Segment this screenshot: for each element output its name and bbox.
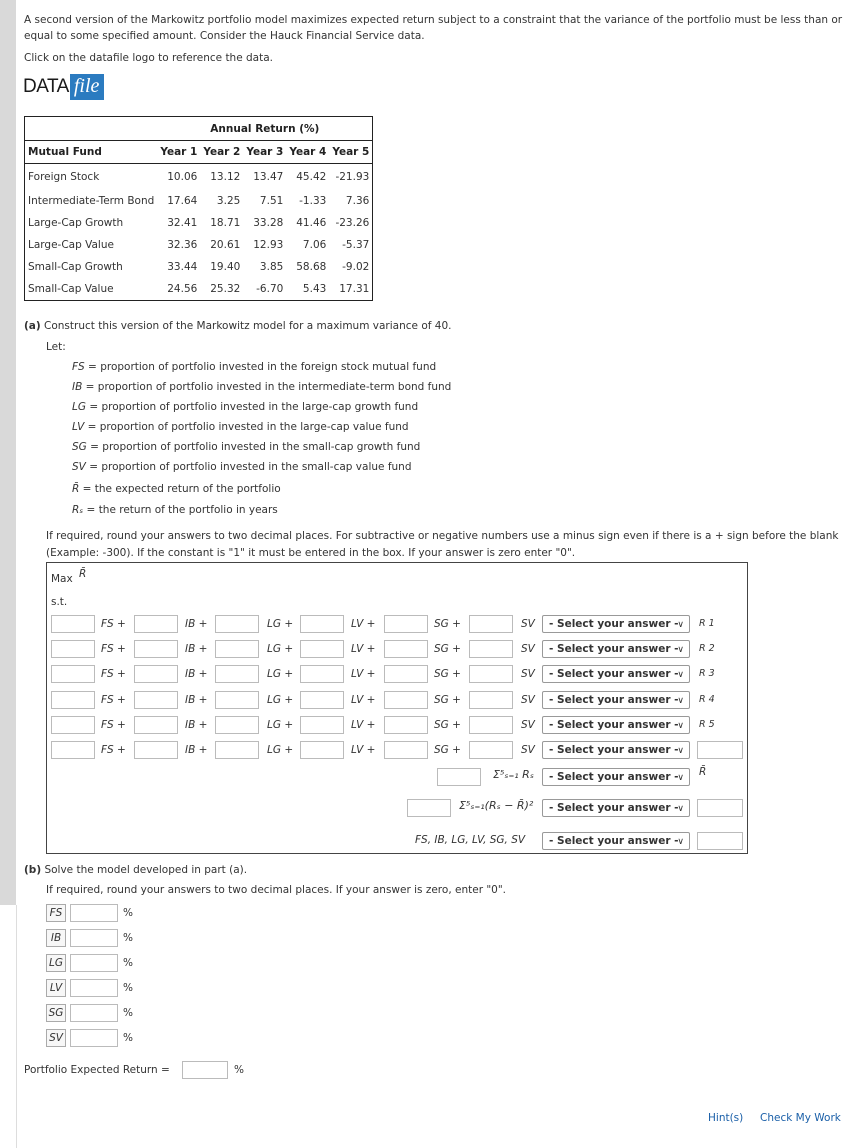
lv-term-label: LV +	[351, 744, 376, 756]
return-value: 32.36	[167, 238, 198, 251]
return-value: 41.46	[296, 216, 327, 229]
solution-lg-input[interactable]	[70, 954, 118, 972]
fs-term-label: FS +	[101, 643, 126, 656]
part-b-prefix: (b)	[24, 864, 42, 876]
lg-term-label: LG +	[267, 693, 294, 706]
ib-term-label: IB +	[185, 618, 208, 630]
part-a-text: Construct this version of the Markowitz model for a maximum variance of 40.	[40, 320, 452, 332]
definition-item	[72, 441, 420, 453]
per-label: Portfolio Expected Return =	[24, 1064, 170, 1076]
select-text: - Select your answer -	[549, 643, 679, 656]
percent-unit: %	[123, 1032, 133, 1044]
col-year: Year 5	[329, 141, 373, 164]
ib-coef-input[interactable]	[134, 691, 178, 709]
part-a-question	[24, 320, 451, 332]
chevron-down-icon: ∨	[677, 837, 684, 847]
percent-unit: %	[123, 982, 133, 994]
fund-name: Small-Cap Growth	[28, 260, 123, 273]
return-value: 58.68	[296, 260, 327, 273]
fund-name: Large-Cap Value	[28, 238, 114, 251]
intro-text: A second version of the Markowitz portfolio model maximizes expected return subject to a constraint that the variance of the portfolio must be less than or equal to some specified amount. Consider the Hauck Financial Service data.	[24, 14, 843, 42]
return-value: 17.64	[167, 194, 198, 207]
fs-term-label: FS +	[101, 668, 126, 681]
definition-text: = proportion of portfolio invested in the small-cap growth fund	[86, 441, 421, 453]
sum-rs-tag: R̄	[699, 766, 707, 778]
row-rhs-tag: R 2	[699, 643, 715, 655]
lv-coef-input[interactable]	[300, 741, 344, 759]
variance-label: Σ⁵ₛ₌₁(Rₛ − R̄)²	[459, 799, 534, 812]
sg-coef-input[interactable]	[384, 716, 428, 734]
nonneg-vars: FS, IB, LG, LV, SG, SV	[415, 834, 526, 846]
definition-symbol: IB	[72, 381, 83, 393]
variance-rhs-input[interactable]	[697, 799, 743, 817]
fund-name: Intermediate-Term Bond	[28, 194, 155, 207]
chevron-down-icon: ∨	[677, 746, 684, 756]
chevron-down-icon: ∨	[677, 804, 684, 814]
select-text: - Select your answer -	[549, 718, 679, 731]
col-year: Year 4	[286, 141, 329, 164]
definition-symbol: LV	[72, 421, 85, 433]
row-rhs-input[interactable]	[697, 741, 743, 759]
sv-term-label: SV	[521, 643, 535, 656]
return-value: 45.42	[296, 170, 327, 183]
select-text: - Select your answer -	[549, 693, 679, 706]
lv-term-label: LV +	[351, 668, 376, 681]
percent-unit: %	[123, 907, 133, 919]
definition-symbol: R̄	[72, 483, 80, 495]
fs-coef-input[interactable]	[51, 741, 95, 759]
lv-term-label: LV +	[351, 618, 376, 630]
part-a-prefix: (a)	[24, 320, 41, 332]
solution-ib-input[interactable]	[70, 929, 118, 947]
let-label: Let:	[46, 341, 66, 353]
sv-coef-input[interactable]	[469, 716, 513, 734]
ib-term-label: IB +	[185, 643, 208, 656]
table-row	[25, 278, 373, 301]
lv-term-label: LV +	[351, 693, 376, 706]
chevron-down-icon: ∨	[677, 695, 684, 706]
return-value: 7.06	[302, 238, 327, 251]
select-text: - Select your answer -	[549, 668, 679, 681]
constraint-select[interactable]	[542, 615, 690, 633]
sg-term-label: SG +	[434, 643, 461, 656]
sv-coef-input[interactable]	[469, 615, 513, 633]
lg-coef-input[interactable]	[215, 615, 259, 633]
fund-name: Large-Cap Growth	[28, 216, 124, 229]
chevron-down-icon: ∨	[677, 620, 684, 630]
sv-term-label: SV	[521, 693, 535, 706]
select-text: - Select your answer -	[549, 802, 679, 814]
definition-text: = proportion of portfolio invested in the large-cap value fund	[84, 421, 409, 433]
constraint-select[interactable]	[542, 716, 690, 734]
chevron-down-icon: ∨	[677, 645, 684, 656]
ib-coef-input[interactable]	[134, 615, 178, 633]
return-value: 19.40	[210, 260, 241, 273]
return-value: 17.31	[339, 282, 370, 295]
st-label: s.t.	[51, 596, 68, 608]
lv-coef-input[interactable]	[300, 640, 344, 658]
solution-var-label: IB	[46, 929, 66, 947]
definition-item	[72, 483, 281, 495]
definition-text: = the expected return of the portfolio	[79, 483, 281, 495]
sg-term-label: SG +	[434, 693, 461, 706]
ib-term-label: IB +	[185, 718, 208, 731]
constraint-select[interactable]	[542, 665, 690, 683]
return-value: 24.56	[167, 282, 198, 295]
part-b-instructions: If required, round your answers to two decimal places. If your answer is zero, enter "0".	[46, 884, 507, 896]
solution-inputs	[46, 904, 140, 1052]
definition-symbol: SV	[72, 461, 86, 473]
ib-term-label: IB +	[185, 744, 208, 756]
lv-coef-input[interactable]	[300, 665, 344, 683]
variance-coef-input[interactable]	[407, 799, 451, 817]
table-row	[25, 212, 373, 234]
solution-var-label: SV	[46, 1029, 66, 1047]
return-value: 7.51	[259, 194, 284, 207]
left-gutter	[0, 0, 16, 905]
ib-term-label: IB +	[185, 693, 208, 706]
return-value: 32.41	[167, 216, 198, 229]
return-value: 13.47	[253, 170, 284, 183]
sg-term-label: SG +	[434, 618, 461, 630]
lv-coef-input[interactable]	[300, 615, 344, 633]
col-year: Year 3	[243, 141, 286, 164]
return-value: 33.44	[167, 260, 198, 273]
nonneg-select[interactable]	[542, 832, 690, 850]
definition-text: = the return of the portfolio in years	[83, 504, 278, 516]
expected-return-input[interactable]	[182, 1061, 228, 1079]
row-rhs-tag: R 3	[699, 668, 715, 680]
lg-term-label: LG +	[267, 668, 294, 681]
return-value: -6.70	[256, 282, 284, 295]
sg-coef-input[interactable]	[384, 741, 428, 759]
sv-term-label: SV	[521, 744, 535, 756]
sg-coef-input[interactable]	[384, 615, 428, 633]
row-rhs-tag: R 5	[699, 718, 715, 730]
ib-coef-input[interactable]	[134, 665, 178, 683]
lv-coef-input[interactable]	[300, 691, 344, 709]
select-text: - Select your answer -	[549, 835, 679, 847]
max-rbar: R̄	[79, 568, 87, 580]
definition-symbol: FS	[72, 361, 85, 373]
definition-item	[72, 401, 418, 413]
table-row	[25, 256, 373, 278]
lv-term-label: LV +	[351, 718, 376, 731]
lg-term-label: LG +	[267, 643, 294, 656]
definition-symbol: Rₛ	[72, 504, 84, 516]
select-text: - Select your answer -	[549, 771, 679, 783]
sum-rs-select[interactable]	[542, 768, 690, 786]
part-b-question	[24, 864, 247, 876]
lg-coef-input[interactable]	[215, 716, 259, 734]
solution-lv-input[interactable]	[70, 979, 118, 997]
chevron-down-icon: ∨	[677, 670, 684, 681]
solution-var-label: LV	[46, 979, 66, 997]
sv-coef-input[interactable]	[469, 691, 513, 709]
return-value: 20.61	[210, 238, 241, 251]
returns-table	[24, 116, 373, 301]
definition-text: = proportion of portfolio invested in the intermediate-term bond fund	[82, 381, 452, 393]
ib-term-label: IB +	[185, 668, 208, 681]
return-value: -5.37	[342, 238, 370, 251]
sg-coef-input[interactable]	[384, 691, 428, 709]
return-value: -21.93	[335, 170, 370, 183]
sg-coef-input[interactable]	[384, 640, 428, 658]
solution-var-label: SG	[46, 1004, 66, 1022]
problem-intro	[24, 12, 854, 66]
click-note: Click on the datafile logo to reference the data.	[24, 52, 274, 64]
lv-term-label: LV +	[351, 643, 376, 656]
fs-coef-input[interactable]	[51, 665, 95, 683]
nonneg-rhs-input[interactable]	[697, 832, 743, 850]
definition-text: = proportion of portfolio invested in the large-cap growth fund	[86, 401, 419, 413]
solution-var-label: LG	[46, 954, 66, 972]
return-value: 3.85	[259, 260, 284, 273]
model-box	[46, 562, 748, 854]
select-text: - Select your answer -	[549, 744, 679, 756]
col-mutual-fund: Mutual Fund	[25, 141, 158, 164]
chevron-down-icon: ∨	[677, 773, 684, 783]
definition-item	[72, 504, 278, 516]
fs-coef-input[interactable]	[51, 691, 95, 709]
lg-coef-input[interactable]	[215, 640, 259, 658]
fs-coef-input[interactable]	[51, 716, 95, 734]
constraint-select[interactable]	[542, 691, 690, 709]
solution-fs-input[interactable]	[70, 904, 118, 922]
ib-coef-input[interactable]	[134, 741, 178, 759]
left-gutter-line	[16, 905, 17, 1148]
definition-item	[72, 461, 412, 473]
sv-coef-input[interactable]	[469, 640, 513, 658]
lg-coef-input[interactable]	[215, 741, 259, 759]
return-value: 18.71	[210, 216, 241, 229]
part-b-text: Solve the model developed in part (a).	[41, 864, 248, 876]
sv-term-label: SV	[521, 618, 535, 630]
return-value: 3.25	[216, 194, 241, 207]
percent-unit: %	[123, 957, 133, 969]
percent-unit: %	[123, 932, 133, 944]
lg-coef-input[interactable]	[215, 691, 259, 709]
logo-file-text: file	[70, 74, 105, 100]
hints-link[interactable]: Hint(s)	[708, 1112, 744, 1124]
return-value: 25.32	[210, 282, 241, 295]
return-value: -1.33	[299, 194, 327, 207]
return-value: 5.43	[302, 282, 327, 295]
table-row	[25, 234, 373, 256]
fs-coef-input[interactable]	[51, 615, 95, 633]
max-label: Max	[51, 573, 73, 585]
lg-term-label: LG +	[267, 744, 294, 756]
sv-term-label: SV	[521, 668, 535, 681]
row-rhs-tag: R 1	[699, 618, 715, 629]
col-year: Year 2	[200, 141, 243, 164]
return-value: 13.12	[210, 170, 241, 183]
return-value: 10.06	[167, 170, 198, 183]
sg-coef-input[interactable]	[384, 665, 428, 683]
datafile-logo[interactable]	[23, 74, 104, 100]
fs-term-label: FS +	[101, 718, 126, 731]
lg-term-label: LG +	[267, 718, 294, 731]
constraint-select[interactable]	[542, 640, 690, 658]
return-value: 12.93	[253, 238, 284, 251]
fund-name: Small-Cap Value	[28, 282, 114, 295]
solution-sg-input[interactable]	[70, 1004, 118, 1022]
ib-coef-input[interactable]	[134, 640, 178, 658]
definition-symbol: LG	[72, 401, 86, 413]
check-my-work-link[interactable]: Check My Work	[760, 1112, 841, 1124]
chevron-down-icon: ∨	[677, 720, 684, 731]
return-value: -9.02	[342, 260, 370, 273]
annual-return-header: Annual Return (%)	[210, 122, 320, 135]
sum-rs-label: Σ⁵ₛ₌₁ Rₛ	[493, 768, 534, 781]
variance-select[interactable]	[542, 799, 690, 817]
definition-text: = proportion of portfolio invested in the small-cap value fund	[85, 461, 412, 473]
col-year: Year 1	[157, 141, 200, 164]
fund-name: Foreign Stock	[28, 170, 100, 183]
fs-coef-input[interactable]	[51, 640, 95, 658]
table-row	[25, 164, 373, 190]
constraint-select[interactable]	[542, 741, 690, 759]
sum-rs-coef-input[interactable]	[437, 768, 481, 786]
sg-term-label: SG +	[434, 718, 461, 731]
per-unit: %	[234, 1064, 244, 1076]
fs-term-label: FS +	[101, 744, 126, 756]
definition-item	[72, 421, 409, 433]
percent-unit: %	[123, 1007, 133, 1019]
definition-symbol: SG	[72, 441, 87, 453]
fs-term-label: FS +	[101, 693, 126, 706]
table-row	[25, 190, 373, 212]
return-value: 7.36	[345, 194, 370, 207]
sg-term-label: SG +	[434, 668, 461, 681]
fs-term-label: FS +	[101, 618, 126, 630]
solution-sv-input[interactable]	[70, 1029, 118, 1047]
definition-item	[72, 381, 451, 393]
solution-var-label: FS	[46, 904, 66, 922]
lv-coef-input[interactable]	[300, 716, 344, 734]
logo-data-text: DATA	[23, 76, 69, 97]
definition-text: = proportion of portfolio invested in the foreign stock mutual fund	[84, 361, 437, 373]
select-text: - Select your answer -	[549, 618, 679, 630]
sg-term-label: SG +	[434, 744, 461, 756]
row-rhs-tag: R 4	[699, 693, 715, 705]
lg-term-label: LG +	[267, 618, 294, 630]
return-value: 33.28	[253, 216, 284, 229]
return-value: -23.26	[335, 216, 370, 229]
ib-coef-input[interactable]	[134, 716, 178, 734]
sv-coef-input[interactable]	[469, 665, 513, 683]
sv-term-label: SV	[521, 718, 535, 731]
lg-coef-input[interactable]	[215, 665, 259, 683]
part-a-instructions: If required, round your answers to two decimal places. For subtractive or negative numbers use a minus sign even if there is a + sign before the blank (Example: -300). If the constant is "1" it must be entered in the box. If your answer is zero enter "0".	[46, 530, 839, 559]
sv-coef-input[interactable]	[469, 741, 513, 759]
definition-item	[72, 361, 436, 373]
